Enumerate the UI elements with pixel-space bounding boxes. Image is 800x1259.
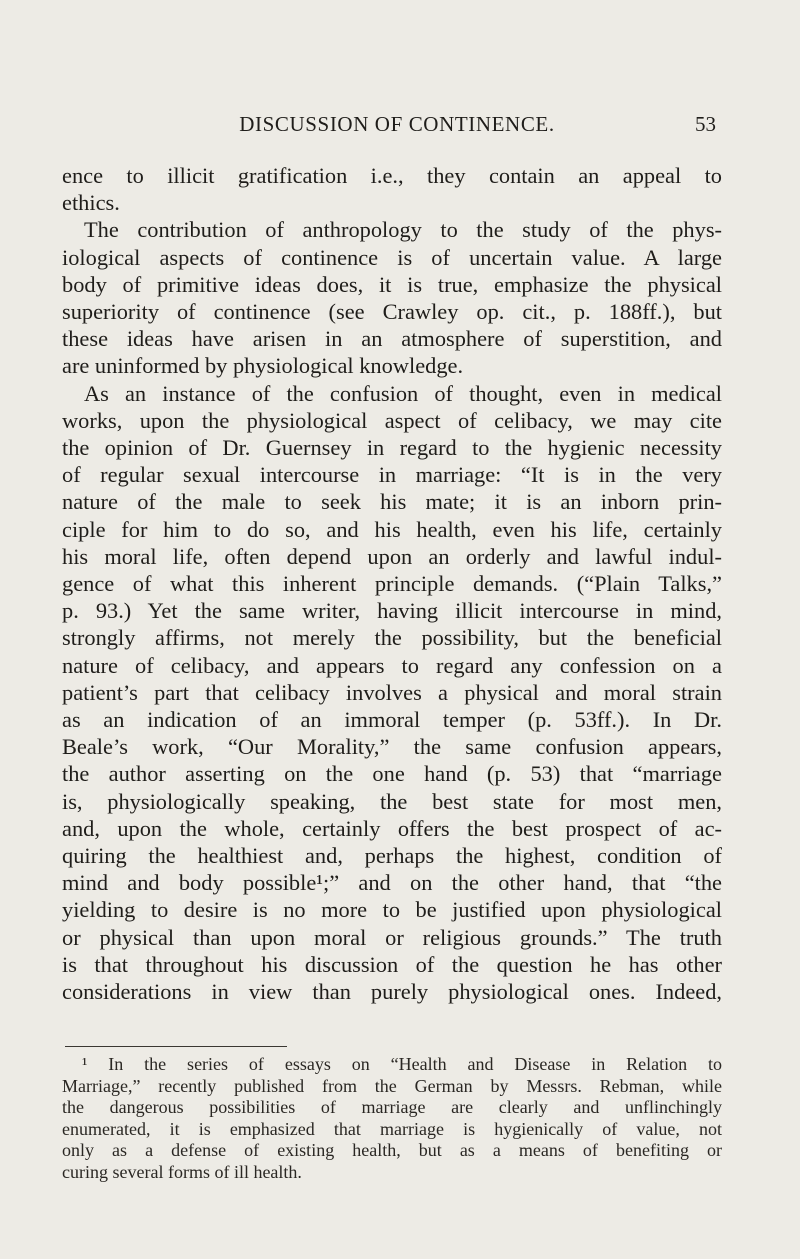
text-line: gence of what this inherent principle demands. (“Plain Talks,” xyxy=(62,571,722,597)
text-line: The contribution of anthropology to the study of the phys- xyxy=(84,217,722,243)
text-line: works, upon the physiological aspect of celibacy, we may cite xyxy=(62,407,722,433)
footnote-line: the dangerous possibilities of marriage are clearly and unflinchingly xyxy=(62,1097,722,1117)
page-header xyxy=(78,112,716,142)
text-line: superiority of continence (see Crawley op. cit., p. 188ff.), but xyxy=(62,299,722,325)
text-line: is that throughout his discussion of the question he has other xyxy=(62,951,722,977)
footnote-line: Marriage,” recently published from the German by Messrs. Rebman, while xyxy=(62,1075,722,1096)
footnote xyxy=(62,1054,722,1183)
running-head: DISCUSSION OF CONTINENCE. xyxy=(239,112,555,136)
text-line: quiring the healthiest and, perhaps the highest, condition of xyxy=(62,843,722,869)
text-line: and, upon the whole, certainly offers the best prospect of ac- xyxy=(62,815,722,841)
text-line: strongly affirms, not merely the possibility, but the beneficial xyxy=(62,625,722,651)
footnote-line: only as a defense of existing health, but as a means of benefiting or xyxy=(62,1140,722,1160)
text-line: mind and body possible¹;” and on the other hand, that “the xyxy=(62,870,722,896)
text-line: considerations in view than purely physiological ones. Indeed, xyxy=(62,979,722,1005)
text-line: ciple for him to do so, and his health, even his life, certainly xyxy=(62,516,722,542)
text-line: are uninformed by physiological knowledge. xyxy=(62,353,464,379)
footnote-divider xyxy=(65,1046,287,1047)
text-line: as an indication of an immoral temper (p. 53ff.). In Dr. xyxy=(62,707,722,733)
text-line: the opinion of Dr. Guernsey in regard to the hygienic necessity xyxy=(62,435,722,461)
body-text xyxy=(62,162,722,1005)
text-line: iological aspects of continence is of uncertain value. A large xyxy=(62,244,722,270)
text-line: nature of the male to seek his mate; it is an inborn prin- xyxy=(62,489,722,515)
text-line: his moral life, often depend upon an orderly and lawful indul- xyxy=(62,543,722,569)
footnote-line: ¹ In the series of essays on “Health and Disease in Relation to xyxy=(82,1054,722,1074)
text-line: ence to illicit gratification i.e., they contain an appeal to xyxy=(62,163,722,188)
text-line: p. 93.) Yet the same writer, having illicit intercourse in mind, xyxy=(62,598,722,624)
text-line: As an instance of the confusion of thought, even in medical xyxy=(84,380,722,406)
text-line: ethics. xyxy=(62,190,120,216)
text-line: or physical than upon moral or religious grounds.” The truth xyxy=(62,924,722,950)
page-number: 53 xyxy=(695,112,716,136)
text-line: nature of celibacy, and appears to regard any confession on a xyxy=(62,652,722,678)
text-line: body of primitive ideas does, it is true, emphasize the physical xyxy=(62,271,722,297)
text-line: these ideas have arisen in an atmosphere of superstition, and xyxy=(62,326,722,352)
footnote-line: curing several forms of ill health. xyxy=(62,1161,302,1182)
text-line: patient’s part that celibacy involves a physical and moral strain xyxy=(62,679,722,705)
text-line: Beale’s work, “Our Morality,” the same confusion appears, xyxy=(62,734,722,760)
footnote-line: enumerated, it is emphasized that marriage is hygienically of value, not xyxy=(62,1118,722,1139)
text-line: of regular sexual intercourse in marriage: “It is in the very xyxy=(62,462,722,488)
text-line: the author asserting on the one hand (p. 53) that “marriage xyxy=(62,761,722,787)
text-line: is, physiologically speaking, the best state for most men, xyxy=(62,788,722,814)
text-line: yielding to desire is no more to be justified upon physiological xyxy=(62,897,722,923)
